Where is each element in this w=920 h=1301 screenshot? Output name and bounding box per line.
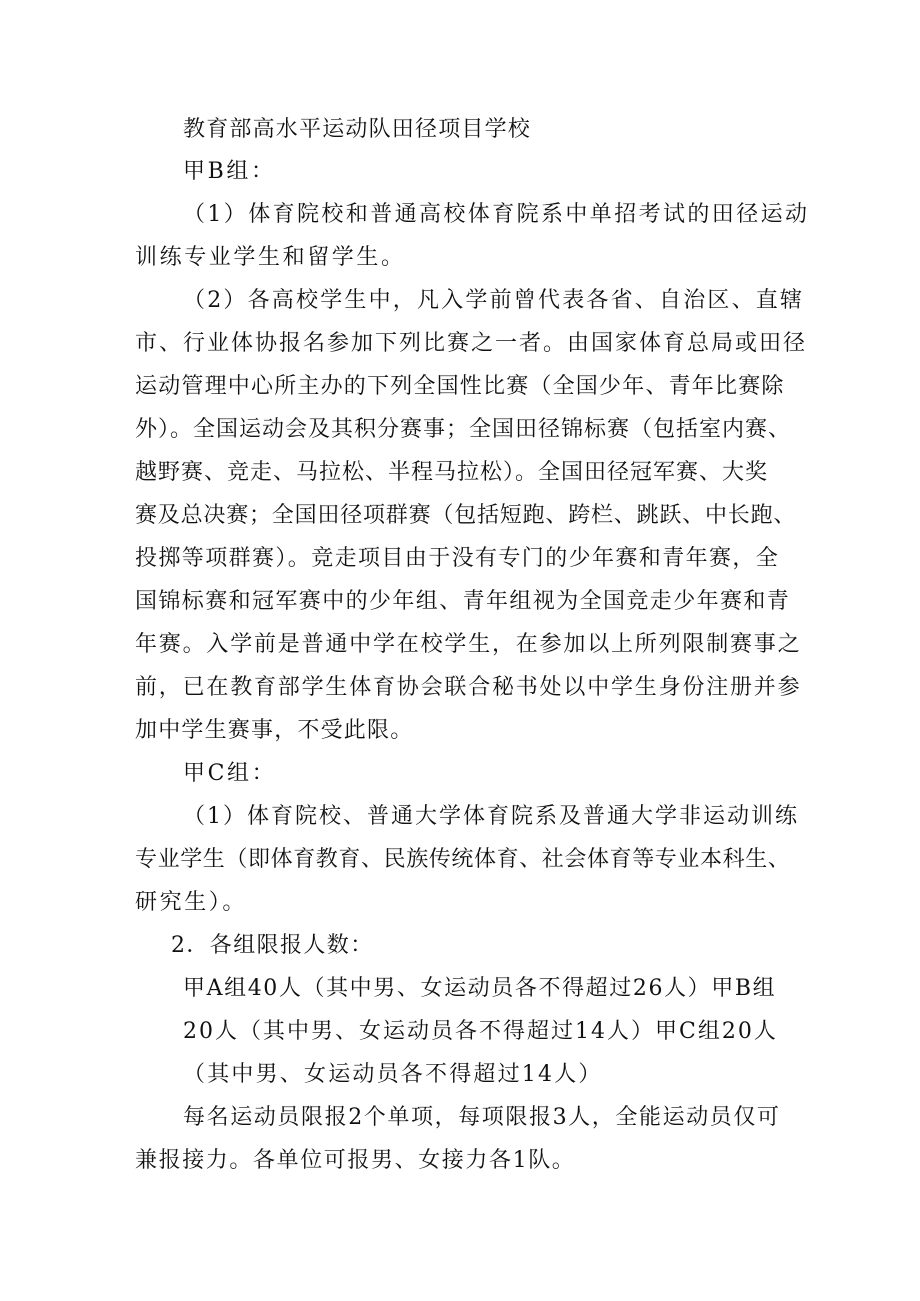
paragraph-line: （1）体育院校和普通高校体育院系中单招考试的田径运动 — [183, 202, 810, 227]
paragraph-line: 加中学生赛事，不受此限。 — [135, 718, 414, 743]
paragraph-line: 赛及总决赛；全国田径项群赛（包括短跑、跨栏、跳跃、中长跑、 — [135, 503, 797, 528]
quota-line: 甲A组40人（其中男、女运动员各不得超过26人）甲B组 — [183, 976, 777, 1001]
quota-line: （其中男、女运动员各不得超过14人） — [183, 1062, 603, 1087]
section-2-heading: 2．各组限报人数： — [171, 933, 374, 958]
rules-line: 兼报接力。各单位可报男、女接力各1队。 — [135, 1148, 576, 1173]
group-c-heading: 甲C组： — [183, 761, 277, 786]
section-title: 教育部高水平运动队田径项目学校 — [183, 117, 532, 142]
paragraph-line: 投掷等项群赛）。竞走项目由于没有专门的少年赛和青年赛，全 — [135, 546, 780, 571]
paragraph-line: 前，已在教育部学生体育协会联合秘书处以中学生身份注册并参 — [135, 675, 802, 700]
paragraph-line: （2）各高校学生中，凡入学前曾代表各省、自治区、直辖 — [183, 288, 805, 313]
paragraph-line: 外）。全国运动会及其积分赛事；全国田径锦标赛（包括室内赛、 — [135, 417, 792, 442]
paragraph-line: 越野赛、竞走、马拉松、半程马拉松）。全国田径冠军赛、大奖 — [135, 460, 769, 485]
paragraph-line: 年赛。入学前是普通中学在校学生，在参加以上所列限制赛事之 — [135, 632, 802, 657]
paragraph-line: 训练专业学生和留学生。 — [135, 245, 406, 270]
quota-line: 20人（其中男、女运动员各不得超过14人）甲C组20人 — [183, 1019, 778, 1044]
paragraph-line: 运动管理中心所主办的下列全国性比赛（全国少年、青年比赛除 — [135, 374, 785, 399]
group-b-heading: 甲B组： — [183, 159, 276, 184]
paragraph-line: 研究生）。 — [135, 890, 248, 915]
paragraph-line: 国锦标赛和冠军赛中的少年组、青年组视为全国竞走少年赛和青 — [135, 589, 791, 614]
paragraph-line: 专业学生（即体育教育、民族传统体育、社会体育等专业本科生、 — [135, 847, 791, 872]
rules-line: 每名运动员限报2个单项，每项限报3人，全能运动员仅可 — [183, 1105, 781, 1130]
paragraph-line: （1）体育院校、普通大学体育院系及普通大学非运动训练 — [183, 804, 799, 829]
paragraph-line: 市、行业体协报名参加下列比赛之一者。由国家体育总局或田径 — [135, 331, 808, 356]
